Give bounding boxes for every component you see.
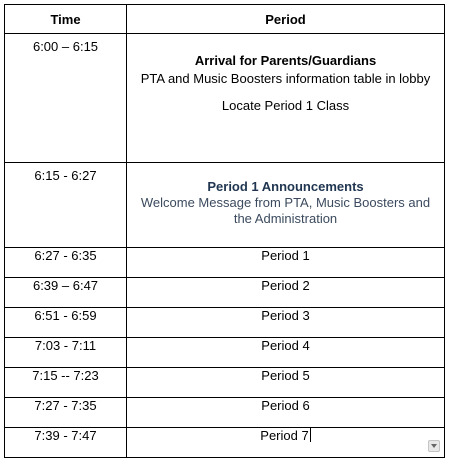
row-time[interactable]: 6:51 - 6:59 <box>5 308 127 338</box>
table-row-announcements <box>5 163 445 248</box>
table-row <box>5 398 445 428</box>
arrival-time-text: 6:00 – 6:15 <box>32 39 99 54</box>
arrival-period-cell[interactable] <box>127 34 445 163</box>
table-row-arrival <box>5 34 445 163</box>
announcements-text: Welcome Message from PTA, Music Boosters and the Administration <box>140 195 431 226</box>
header-period: Period <box>127 5 445 34</box>
arrival-info: PTA and Music Boosters information table in lobby <box>140 71 431 86</box>
table-row <box>5 428 445 458</box>
row-time[interactable]: 6:27 - 6:35 <box>5 248 127 278</box>
row-time[interactable]: 7:27 - 7:35 <box>5 398 127 428</box>
row-period[interactable]: Period 1 <box>127 248 445 278</box>
table-row <box>5 338 445 368</box>
table-row <box>5 308 445 338</box>
announcements-period-cell[interactable] <box>127 163 445 248</box>
table-row <box>5 368 445 398</box>
row-period[interactable]: Period 4 <box>127 338 445 368</box>
row-time[interactable]: 7:03 - 7:11 <box>5 338 127 368</box>
arrival-time[interactable] <box>5 34 127 163</box>
announcements-time-text: 6:15 - 6:27 <box>34 168 97 183</box>
chevron-down-icon[interactable] <box>428 440 440 452</box>
row-period[interactable]: Period 5 <box>127 368 445 398</box>
row-period-text: Period 7 <box>260 428 309 443</box>
table-row <box>5 278 445 308</box>
row-time[interactable]: 6:39 – 6:47 <box>5 278 127 308</box>
row-period[interactable]: Period 3 <box>127 308 445 338</box>
announcements-title: Period 1 Announcements <box>207 179 364 194</box>
header-time: Time <box>5 5 127 34</box>
announcements-time[interactable] <box>5 163 127 248</box>
row-period[interactable]: Period 6 <box>127 398 445 428</box>
schedule-table <box>4 4 445 458</box>
row-time[interactable]: 7:15 -- 7:23 <box>5 368 127 398</box>
table-header-row <box>5 5 445 34</box>
arrival-locate: Locate Period 1 Class <box>221 98 350 113</box>
text-cursor <box>310 428 311 442</box>
arrival-title: Arrival for Parents/Guardians <box>194 53 377 68</box>
row-period[interactable]: Period 2 <box>127 278 445 308</box>
row-period-active[interactable] <box>127 428 445 458</box>
table-row <box>5 248 445 278</box>
row-time[interactable]: 7:39 - 7:47 <box>5 428 127 458</box>
